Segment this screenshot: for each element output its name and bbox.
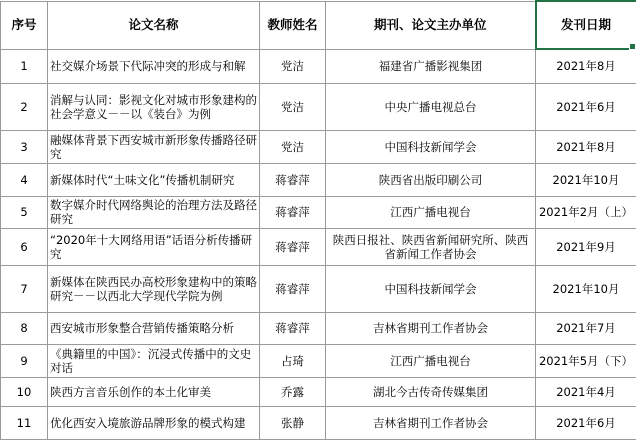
- cell-date[interactable]: 2021年6月: [536, 406, 637, 439]
- header-title[interactable]: 论文名称: [48, 1, 260, 49]
- cell-teacher[interactable]: 占琦: [260, 344, 326, 377]
- header-teacher[interactable]: 教师姓名: [260, 1, 326, 49]
- cell-title[interactable]: 西安城市形象整合营销传播策略分析: [48, 312, 260, 344]
- sheet-edge: [636, 0, 640, 443]
- cell-title[interactable]: “2020年十大网络用语”话语分析传播研究: [48, 228, 260, 265]
- cell-teacher[interactable]: 蒋睿萍: [260, 196, 326, 228]
- cell-index[interactable]: 5: [1, 196, 48, 228]
- cell-date[interactable]: 2021年5月（下）: [536, 344, 637, 377]
- cell-publisher[interactable]: 江西广播电视台: [326, 196, 536, 228]
- cell-teacher[interactable]: 党洁: [260, 83, 326, 130]
- cell-date[interactable]: 2021年8月: [536, 130, 637, 163]
- cell-publisher[interactable]: 中央广播电视总台: [326, 83, 536, 130]
- table-row: [1, 130, 637, 163]
- table-row: [1, 49, 637, 83]
- cell-title[interactable]: 优化西安入境旅游品牌形象的模式构建: [48, 406, 260, 439]
- cell-title[interactable]: 消解与认同：影视文化对城市形象建构的社会学意义－－以《装台》为例: [48, 83, 260, 130]
- header-row: [1, 1, 637, 49]
- cell-index[interactable]: 1: [1, 49, 48, 83]
- cell-teacher[interactable]: 蒋睿萍: [260, 163, 326, 196]
- table-row: [1, 228, 637, 265]
- table-row: [1, 312, 637, 344]
- cell-title[interactable]: 陕西方言音乐创作的本土化审美: [48, 377, 260, 406]
- cell-publisher[interactable]: 陕西日报社、陕西省新闻研究所、陕西省新闻工作者协会: [326, 228, 536, 265]
- cell-index[interactable]: 10: [1, 377, 48, 406]
- header-date-selected-cell[interactable]: 发刊日期: [536, 1, 637, 49]
- cell-publisher[interactable]: 江西广播电视台: [326, 344, 536, 377]
- header-index[interactable]: 序号: [1, 1, 48, 49]
- cell-teacher[interactable]: 党洁: [260, 49, 326, 83]
- table-row: [1, 377, 637, 406]
- cell-index[interactable]: 6: [1, 228, 48, 265]
- cell-publisher[interactable]: 中国科技新闻学会: [326, 265, 536, 312]
- cell-date[interactable]: 2021年2月（上）: [536, 196, 637, 228]
- fill-handle[interactable]: [629, 43, 636, 50]
- table-row: [1, 406, 637, 439]
- cell-date[interactable]: 2021年9月: [536, 228, 637, 265]
- table-row: [1, 265, 637, 312]
- cell-teacher[interactable]: 蒋睿萍: [260, 265, 326, 312]
- cell-title[interactable]: 融媒体背景下西安城市新形象传播路径研究: [48, 130, 260, 163]
- cell-publisher[interactable]: 陕西省出版印刷公司: [326, 163, 536, 196]
- cell-title[interactable]: 新媒体时代“土味文化”传播机制研究: [48, 163, 260, 196]
- cell-title[interactable]: 数字媒介时代网络舆论的治理方法及路径研究: [48, 196, 260, 228]
- cell-teacher[interactable]: 蒋睿萍: [260, 312, 326, 344]
- cell-teacher[interactable]: 蒋睿萍: [260, 228, 326, 265]
- cell-teacher[interactable]: 乔露: [260, 377, 326, 406]
- cell-publisher[interactable]: 吉林省期刊工作者协会: [326, 406, 536, 439]
- cell-index[interactable]: 9: [1, 344, 48, 377]
- cell-title[interactable]: 《典籍里的中国》：沉浸式传播中的文史对话: [48, 344, 260, 377]
- cell-title[interactable]: 社交媒介场景下代际冲突的形成与和解: [48, 49, 260, 83]
- cell-date[interactable]: 2021年7月: [536, 312, 637, 344]
- cell-index[interactable]: 3: [1, 130, 48, 163]
- cell-date[interactable]: 2021年10月: [536, 265, 637, 312]
- cell-index[interactable]: 8: [1, 312, 48, 344]
- table-row: [1, 344, 637, 377]
- cell-index[interactable]: 4: [1, 163, 48, 196]
- table-row: [1, 83, 637, 130]
- cell-date[interactable]: 2021年10月: [536, 163, 637, 196]
- header-publisher[interactable]: 期刊、论文主办单位: [326, 1, 536, 49]
- cell-publisher[interactable]: 湖北今古传奇传媒集团: [326, 377, 536, 406]
- table-row: [1, 163, 637, 196]
- table-row: [1, 196, 637, 228]
- cell-date[interactable]: 2021年6月: [536, 83, 637, 130]
- cell-index[interactable]: 11: [1, 406, 48, 439]
- cell-publisher[interactable]: 中国科技新闻学会: [326, 130, 536, 163]
- cell-date[interactable]: 2021年4月: [536, 377, 637, 406]
- cell-date[interactable]: 2021年8月: [536, 49, 637, 83]
- cell-publisher[interactable]: 福建省广播影视集团: [326, 49, 536, 83]
- cell-index[interactable]: 7: [1, 265, 48, 312]
- cell-teacher[interactable]: 党洁: [260, 130, 326, 163]
- cell-teacher[interactable]: 张静: [260, 406, 326, 439]
- cell-title[interactable]: 新媒体在陕西民办高校形象建构中的策略研究－－以西北大学现代学院为例: [48, 265, 260, 312]
- cell-publisher[interactable]: 吉林省期刊工作者协会: [326, 312, 536, 344]
- cell-index[interactable]: 2: [1, 83, 48, 130]
